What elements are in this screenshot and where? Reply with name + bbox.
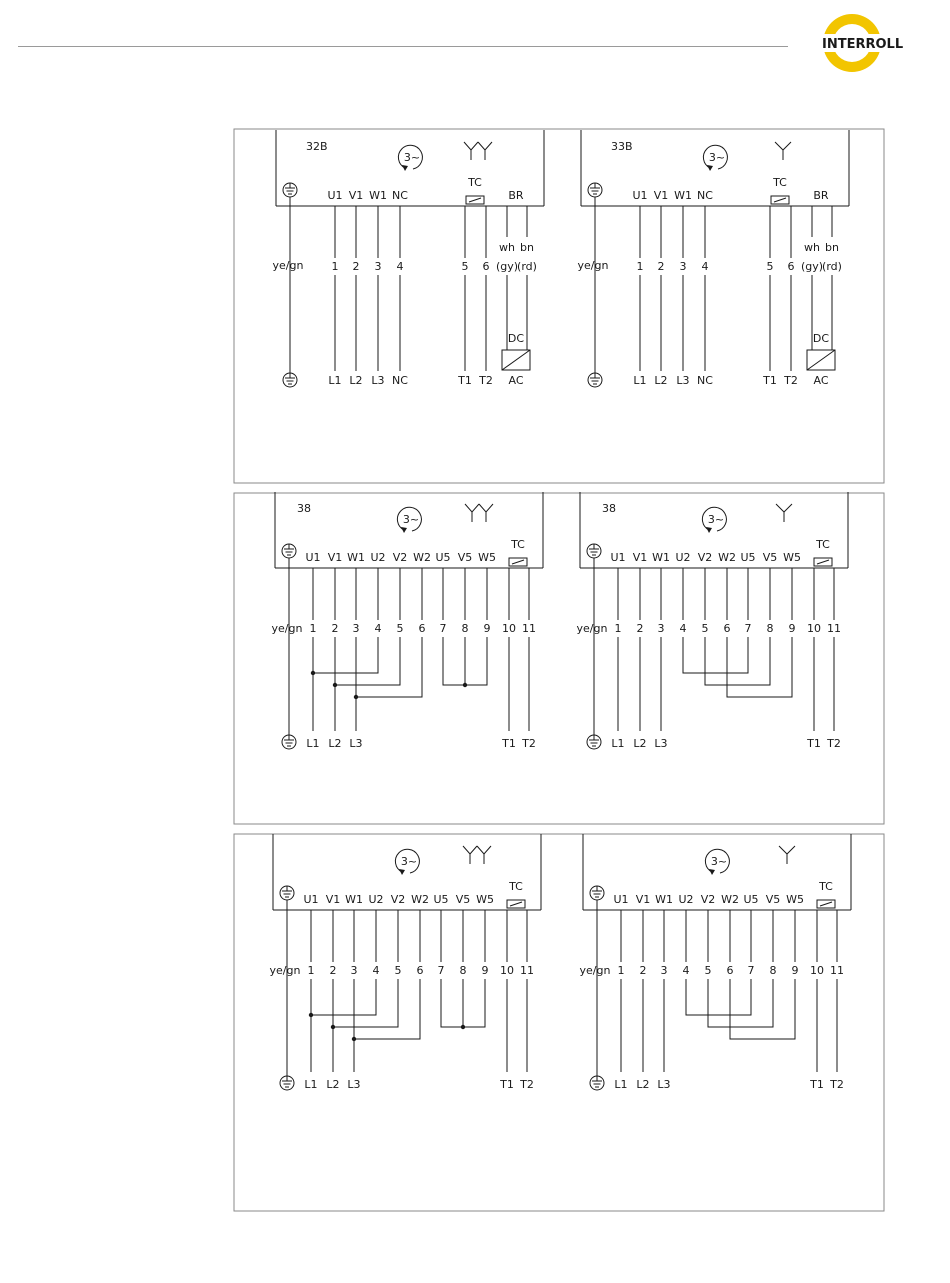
panel2-left-wire-num-1: 1 xyxy=(309,622,317,635)
panel3-right-motor-term-V2: V2 xyxy=(700,893,716,906)
panel1-left-motor-term-NC: NC xyxy=(392,189,408,202)
panel1-left-tc-num-5: 5 xyxy=(461,260,469,273)
panel2-left-double-star-b xyxy=(479,504,493,512)
panel2-left-bridge-4 xyxy=(313,637,378,673)
panel1-left-tc-term-T2: T2 xyxy=(479,374,493,387)
panel2-left-motor-term-V2: V2 xyxy=(392,551,408,564)
panel2-right-link-4-7 xyxy=(683,637,748,673)
panel2-left-wire-num-7: 7 xyxy=(439,622,447,635)
panel3-right-motor-term-W2: W2 xyxy=(721,893,739,906)
panel1-right-wire-num-2: 2 xyxy=(657,260,665,273)
panel2-right-wire-num-9: 9 xyxy=(788,622,796,635)
panel3-left-tc-term-T1: T1 xyxy=(500,1078,514,1091)
panel1-left-double-star-a xyxy=(464,142,478,150)
panel1-right-supply-term-NC: NC xyxy=(697,374,713,387)
panel1-left-ac-label: AC xyxy=(508,374,524,387)
panel1-right-tc-label: TC xyxy=(773,176,787,189)
panel2-left-wire-num-9: 9 xyxy=(483,622,491,635)
panel3-right-tc-term-T1: T1 xyxy=(810,1078,824,1091)
panel2-left-motor-term-W1: W1 xyxy=(347,551,365,564)
panel3-right-wire-num-7: 7 xyxy=(747,964,755,977)
panel2-right-motor-term-U1: U1 xyxy=(610,551,626,564)
panel1-left-tc-label: TC xyxy=(468,176,482,189)
panel2-right-wire-num-4: 4 xyxy=(679,622,687,635)
panel2-left-tc-num-10: 10 xyxy=(502,622,516,635)
panel2-right-wire-num-2: 2 xyxy=(636,622,644,635)
panel1-left-code: 32B xyxy=(306,140,328,153)
panel2-left-wire-num-4: 4 xyxy=(374,622,382,635)
panel1-left-motor-term-U1: U1 xyxy=(327,189,343,202)
panel3-right-wire-num-4: 4 xyxy=(682,964,690,977)
panel2-left-motor-term-U5: U5 xyxy=(435,551,451,564)
panel1-left-wire-num-4: 4 xyxy=(396,260,404,273)
panel1-right-motor-term-NC: NC xyxy=(697,189,713,202)
panel1-left-rotation-label: 3~ xyxy=(403,151,421,164)
panel1-right-br-color-bn: bn xyxy=(825,241,839,254)
panel2-left-motor-term-W2: W2 xyxy=(413,551,431,564)
panel3-left-tc-term-T2: T2 xyxy=(520,1078,534,1091)
panel3-right-motor-term-U2: U2 xyxy=(678,893,694,906)
panel3-left-double-star-b xyxy=(477,846,491,854)
panel1-right-tc-num-6: 6 xyxy=(787,260,795,273)
panel1-right-motor-term-U1: U1 xyxy=(632,189,648,202)
panel1-left-motor-term-V1: V1 xyxy=(348,189,364,202)
panel3-right-tc-symbol-contact xyxy=(820,902,832,906)
panel3-left-bridge-6 xyxy=(354,979,420,1039)
panel2-left-wire-num-6: 6 xyxy=(418,622,426,635)
panel3-right-motor-term-V5: V5 xyxy=(765,893,781,906)
panel1-left-tc-num-6: 6 xyxy=(482,260,490,273)
panel2-right-wire-num-6: 6 xyxy=(723,622,731,635)
panel1-right-tc-term-T2: T2 xyxy=(784,374,798,387)
panel1-right-tc-term-T1: T1 xyxy=(763,374,777,387)
panel2-left-wire-num-8: 8 xyxy=(461,622,469,635)
panel1-right-rotation-label: 3~ xyxy=(708,151,726,164)
panel3-right-wire-num-8: 8 xyxy=(769,964,777,977)
panel3-left-motor-term-U1: U1 xyxy=(303,893,319,906)
panel3-left-tc-num-11: 11 xyxy=(520,964,534,977)
panel3-right-wire-num-3: 3 xyxy=(660,964,668,977)
panel2-left-motor-term-V1: V1 xyxy=(327,551,343,564)
panel1-right-supply-term-L3: L3 xyxy=(676,374,690,387)
panel1-left-br-alt-1: (rd) xyxy=(517,260,537,273)
panel3-right-link-5-8 xyxy=(708,979,773,1027)
panel3-left-supply-term-L3: L3 xyxy=(347,1078,361,1091)
panel1-right-wire-num-3: 3 xyxy=(679,260,687,273)
panel3-right-tc-num-10: 10 xyxy=(810,964,824,977)
panel-frame-3 xyxy=(234,834,884,1211)
panel3-right-supply-term-L3: L3 xyxy=(657,1078,671,1091)
panel1-right-supply-term-L2: L2 xyxy=(654,374,668,387)
panel1-right-br-alt-0: (gy) xyxy=(800,260,824,273)
panel3-left-wire-num-4: 4 xyxy=(372,964,380,977)
panel3-right-tc-num-11: 11 xyxy=(830,964,844,977)
panel2-right-link-5-8 xyxy=(705,637,770,685)
panel3-right-rotation-label: 3~ xyxy=(710,855,728,868)
logo-text: INTERROLL xyxy=(822,37,904,52)
panel2-left-wire-num-5: 5 xyxy=(396,622,404,635)
panel3-right-motor-term-U1: U1 xyxy=(613,893,629,906)
panel3-left-bridge-5 xyxy=(333,979,398,1027)
panel1-left-br-color-wh: wh xyxy=(499,241,515,254)
panel3-left-wire-num-3: 3 xyxy=(350,964,358,977)
panel2-right-tc-term-T1: T1 xyxy=(807,737,821,750)
panel3-left-junction-1 xyxy=(309,1013,313,1017)
panel2-right-supply-term-L3: L3 xyxy=(654,737,668,750)
panel2-left-bridge-6 xyxy=(356,637,422,697)
panel2-right-motor-term-W1: W1 xyxy=(652,551,670,564)
panel3-right-supply-term-L1: L1 xyxy=(614,1078,628,1091)
panel3-right-link-6-9 xyxy=(730,979,795,1039)
panel2-left-tc-term-T2: T2 xyxy=(522,737,536,750)
panel1-left-tc-term-T1: T1 xyxy=(458,374,472,387)
panel2-left-motor-term-V5: V5 xyxy=(457,551,473,564)
panel2-right-earth-label: ye/gn xyxy=(576,622,608,635)
panel2-right-motor-term-V5: V5 xyxy=(762,551,778,564)
panel2-left-rotation-arrow xyxy=(401,527,407,533)
panel2-right-link-6-9 xyxy=(727,637,792,697)
panel2-left-double-star-a xyxy=(465,504,479,512)
panel3-left-motor-term-W5: W5 xyxy=(476,893,494,906)
panel3-right-tc-term-T2: T2 xyxy=(830,1078,844,1091)
panel3-left-wire-num-9: 9 xyxy=(481,964,489,977)
panel1-right-wire-num-1: 1 xyxy=(636,260,644,273)
panel2-right-tc-symbol-contact xyxy=(817,560,829,564)
panel3-left-motor-term-V1: V1 xyxy=(325,893,341,906)
panel2-left-earth-label: ye/gn xyxy=(271,622,303,635)
panel2-left-tc-num-11: 11 xyxy=(522,622,536,635)
panel2-right-supply-term-L1: L1 xyxy=(611,737,625,750)
panel2-right-wire-num-3: 3 xyxy=(657,622,665,635)
panel3-right-wire-num-9: 9 xyxy=(791,964,799,977)
panel3-left-motor-term-W1: W1 xyxy=(345,893,363,906)
panel1-left-rotation-arrow xyxy=(402,165,408,171)
panel3-left-tc-symbol-contact xyxy=(510,902,522,906)
panel1-left-br-label: BR xyxy=(508,189,524,202)
panel2-left-tc-term-T1: T1 xyxy=(502,737,516,750)
panel3-right-star xyxy=(779,846,795,854)
panel2-left-tc-symbol-contact xyxy=(512,560,524,564)
panel2-right-supply-term-L2: L2 xyxy=(633,737,647,750)
panel1-left-rectifier-diagonal xyxy=(502,350,530,370)
panel2-right-tc-num-10: 10 xyxy=(807,622,821,635)
panel2-right-motor-term-W5: W5 xyxy=(783,551,801,564)
panel2-left-motor-term-U2: U2 xyxy=(370,551,386,564)
panel3-right-rotation-arrow xyxy=(709,869,715,875)
panel3-left-wire-num-5: 5 xyxy=(394,964,402,977)
panel2-left-wire-num-3: 3 xyxy=(352,622,360,635)
panel2-left-junction-2 xyxy=(333,683,337,687)
panel2-right-rotation-label: 3~ xyxy=(707,513,725,526)
panel1-right-dc-label: DC xyxy=(812,332,830,345)
panel3-left-wire-num-8: 8 xyxy=(459,964,467,977)
panel3-left-motor-term-U5: U5 xyxy=(433,893,449,906)
panel1-left-br-color-bn: bn xyxy=(520,241,534,254)
panel1-left-dc-label: DC xyxy=(507,332,525,345)
panel1-left-motor-term-W1: W1 xyxy=(369,189,387,202)
panel2-left-bridge-5 xyxy=(335,637,400,685)
panel3-left-rotation-label: 3~ xyxy=(400,855,418,868)
panel3-right-wire-num-5: 5 xyxy=(704,964,712,977)
panel1-left-double-star-b xyxy=(478,142,492,150)
panel3-right-wire-num-6: 6 xyxy=(726,964,734,977)
panel1-left-wire-num-3: 3 xyxy=(374,260,382,273)
panel3-left-junction-star xyxy=(461,1025,465,1029)
panel3-left-supply-term-L2: L2 xyxy=(326,1078,340,1091)
panel3-left-motor-term-V5: V5 xyxy=(455,893,471,906)
panel3-left-double-star-a xyxy=(463,846,477,854)
panel2-left-supply-term-L3: L3 xyxy=(349,737,363,750)
panel2-right-motor-term-W2: W2 xyxy=(718,551,736,564)
panel3-right-motor-term-W5: W5 xyxy=(786,893,804,906)
panel3-left-motor-term-W2: W2 xyxy=(411,893,429,906)
panel1-left-supply-term-L3: L3 xyxy=(371,374,385,387)
panel3-left-wire-num-6: 6 xyxy=(416,964,424,977)
panel1-right-code: 33B xyxy=(611,140,633,153)
panel2-left-wire-num-2: 2 xyxy=(331,622,339,635)
panel1-right-motor-term-W1: W1 xyxy=(674,189,692,202)
panel-frame-2 xyxy=(234,493,884,824)
panel1-right-motor-term-V1: V1 xyxy=(653,189,669,202)
panel1-right-br-color-wh: wh xyxy=(804,241,820,254)
panel2-right-code: 38 xyxy=(602,502,616,515)
panel3-right-earth-label: ye/gn xyxy=(579,964,611,977)
panel2-right-motor-term-U5: U5 xyxy=(740,551,756,564)
panel1-right-tc-symbol-contact xyxy=(774,198,786,202)
panel2-left-rotation-label: 3~ xyxy=(402,513,420,526)
panel2-left-junction-3 xyxy=(354,695,358,699)
panel3-right-wire-num-1: 1 xyxy=(617,964,625,977)
panel2-right-motor-term-V1: V1 xyxy=(632,551,648,564)
panel1-right-rectifier-diagonal xyxy=(807,350,835,370)
panel2-right-wire-num-8: 8 xyxy=(766,622,774,635)
panel3-left-tc-num-10: 10 xyxy=(500,964,514,977)
panel2-left-motor-term-U1: U1 xyxy=(305,551,321,564)
panel2-right-tc-num-11: 11 xyxy=(827,622,841,635)
panel3-left-rotation-arrow xyxy=(399,869,405,875)
panel1-right-rotation-arrow xyxy=(707,165,713,171)
panel1-left-supply-term-NC: NC xyxy=(392,374,408,387)
panel3-right-tc-label: TC xyxy=(819,880,833,893)
panel2-right-star xyxy=(776,504,792,512)
panel2-left-supply-term-L1: L1 xyxy=(306,737,320,750)
panel3-left-bridge-4 xyxy=(311,979,376,1015)
panel3-left-supply-term-L1: L1 xyxy=(304,1078,318,1091)
panel1-left-br-alt-0: (gy) xyxy=(495,260,519,273)
panel2-left-junction-1 xyxy=(311,671,315,675)
panel2-right-tc-label: TC xyxy=(816,538,830,551)
panel2-left-code: 38 xyxy=(297,502,311,515)
panel3-left-motor-term-V2: V2 xyxy=(390,893,406,906)
panel1-left-wire-num-1: 1 xyxy=(331,260,339,273)
panel2-right-wire-num-7: 7 xyxy=(744,622,752,635)
panel1-right-br-alt-1: (rd) xyxy=(822,260,842,273)
panel3-left-wire-num-2: 2 xyxy=(329,964,337,977)
panel1-right-earth-label: ye/gn xyxy=(577,259,609,272)
panel2-right-wire-num-5: 5 xyxy=(701,622,709,635)
panel1-right-star xyxy=(775,142,791,150)
panel3-left-wire-num-1: 1 xyxy=(307,964,315,977)
panel2-left-junction-star xyxy=(463,683,467,687)
panel3-right-motor-term-W1: W1 xyxy=(655,893,673,906)
panel3-left-motor-term-U2: U2 xyxy=(368,893,384,906)
panel2-right-motor-term-U2: U2 xyxy=(675,551,691,564)
panel3-left-wire-num-7: 7 xyxy=(437,964,445,977)
panel3-right-wire-num-2: 2 xyxy=(639,964,647,977)
panel2-right-motor-term-V2: V2 xyxy=(697,551,713,564)
panel2-right-wire-num-1: 1 xyxy=(614,622,622,635)
panel1-right-ac-label: AC xyxy=(813,374,829,387)
panel1-left-earth-label: ye/gn xyxy=(272,259,304,272)
panel2-left-tc-label: TC xyxy=(511,538,525,551)
panel1-left-supply-term-L2: L2 xyxy=(349,374,363,387)
panel3-right-supply-term-L2: L2 xyxy=(636,1078,650,1091)
panel3-left-junction-3 xyxy=(352,1037,356,1041)
panel3-left-earth-label: ye/gn xyxy=(269,964,301,977)
panel1-right-br-label: BR xyxy=(813,189,829,202)
panel1-right-wire-num-4: 4 xyxy=(701,260,709,273)
panel3-right-link-4-7 xyxy=(686,979,751,1015)
panel2-left-motor-term-W5: W5 xyxy=(478,551,496,564)
panel3-right-motor-term-V1: V1 xyxy=(635,893,651,906)
panel2-left-supply-term-L2: L2 xyxy=(328,737,342,750)
panel3-right-motor-term-U5: U5 xyxy=(743,893,759,906)
panel2-right-rotation-arrow xyxy=(706,527,712,533)
panel2-right-tc-term-T2: T2 xyxy=(827,737,841,750)
panel1-left-wire-num-2: 2 xyxy=(352,260,360,273)
panel3-left-tc-label: TC xyxy=(509,880,523,893)
panel1-left-supply-term-L1: L1 xyxy=(328,374,342,387)
panel3-left-junction-2 xyxy=(331,1025,335,1029)
panel1-right-supply-term-L1: L1 xyxy=(633,374,647,387)
panel1-left-tc-symbol-contact xyxy=(469,198,481,202)
panel1-right-tc-num-5: 5 xyxy=(766,260,774,273)
